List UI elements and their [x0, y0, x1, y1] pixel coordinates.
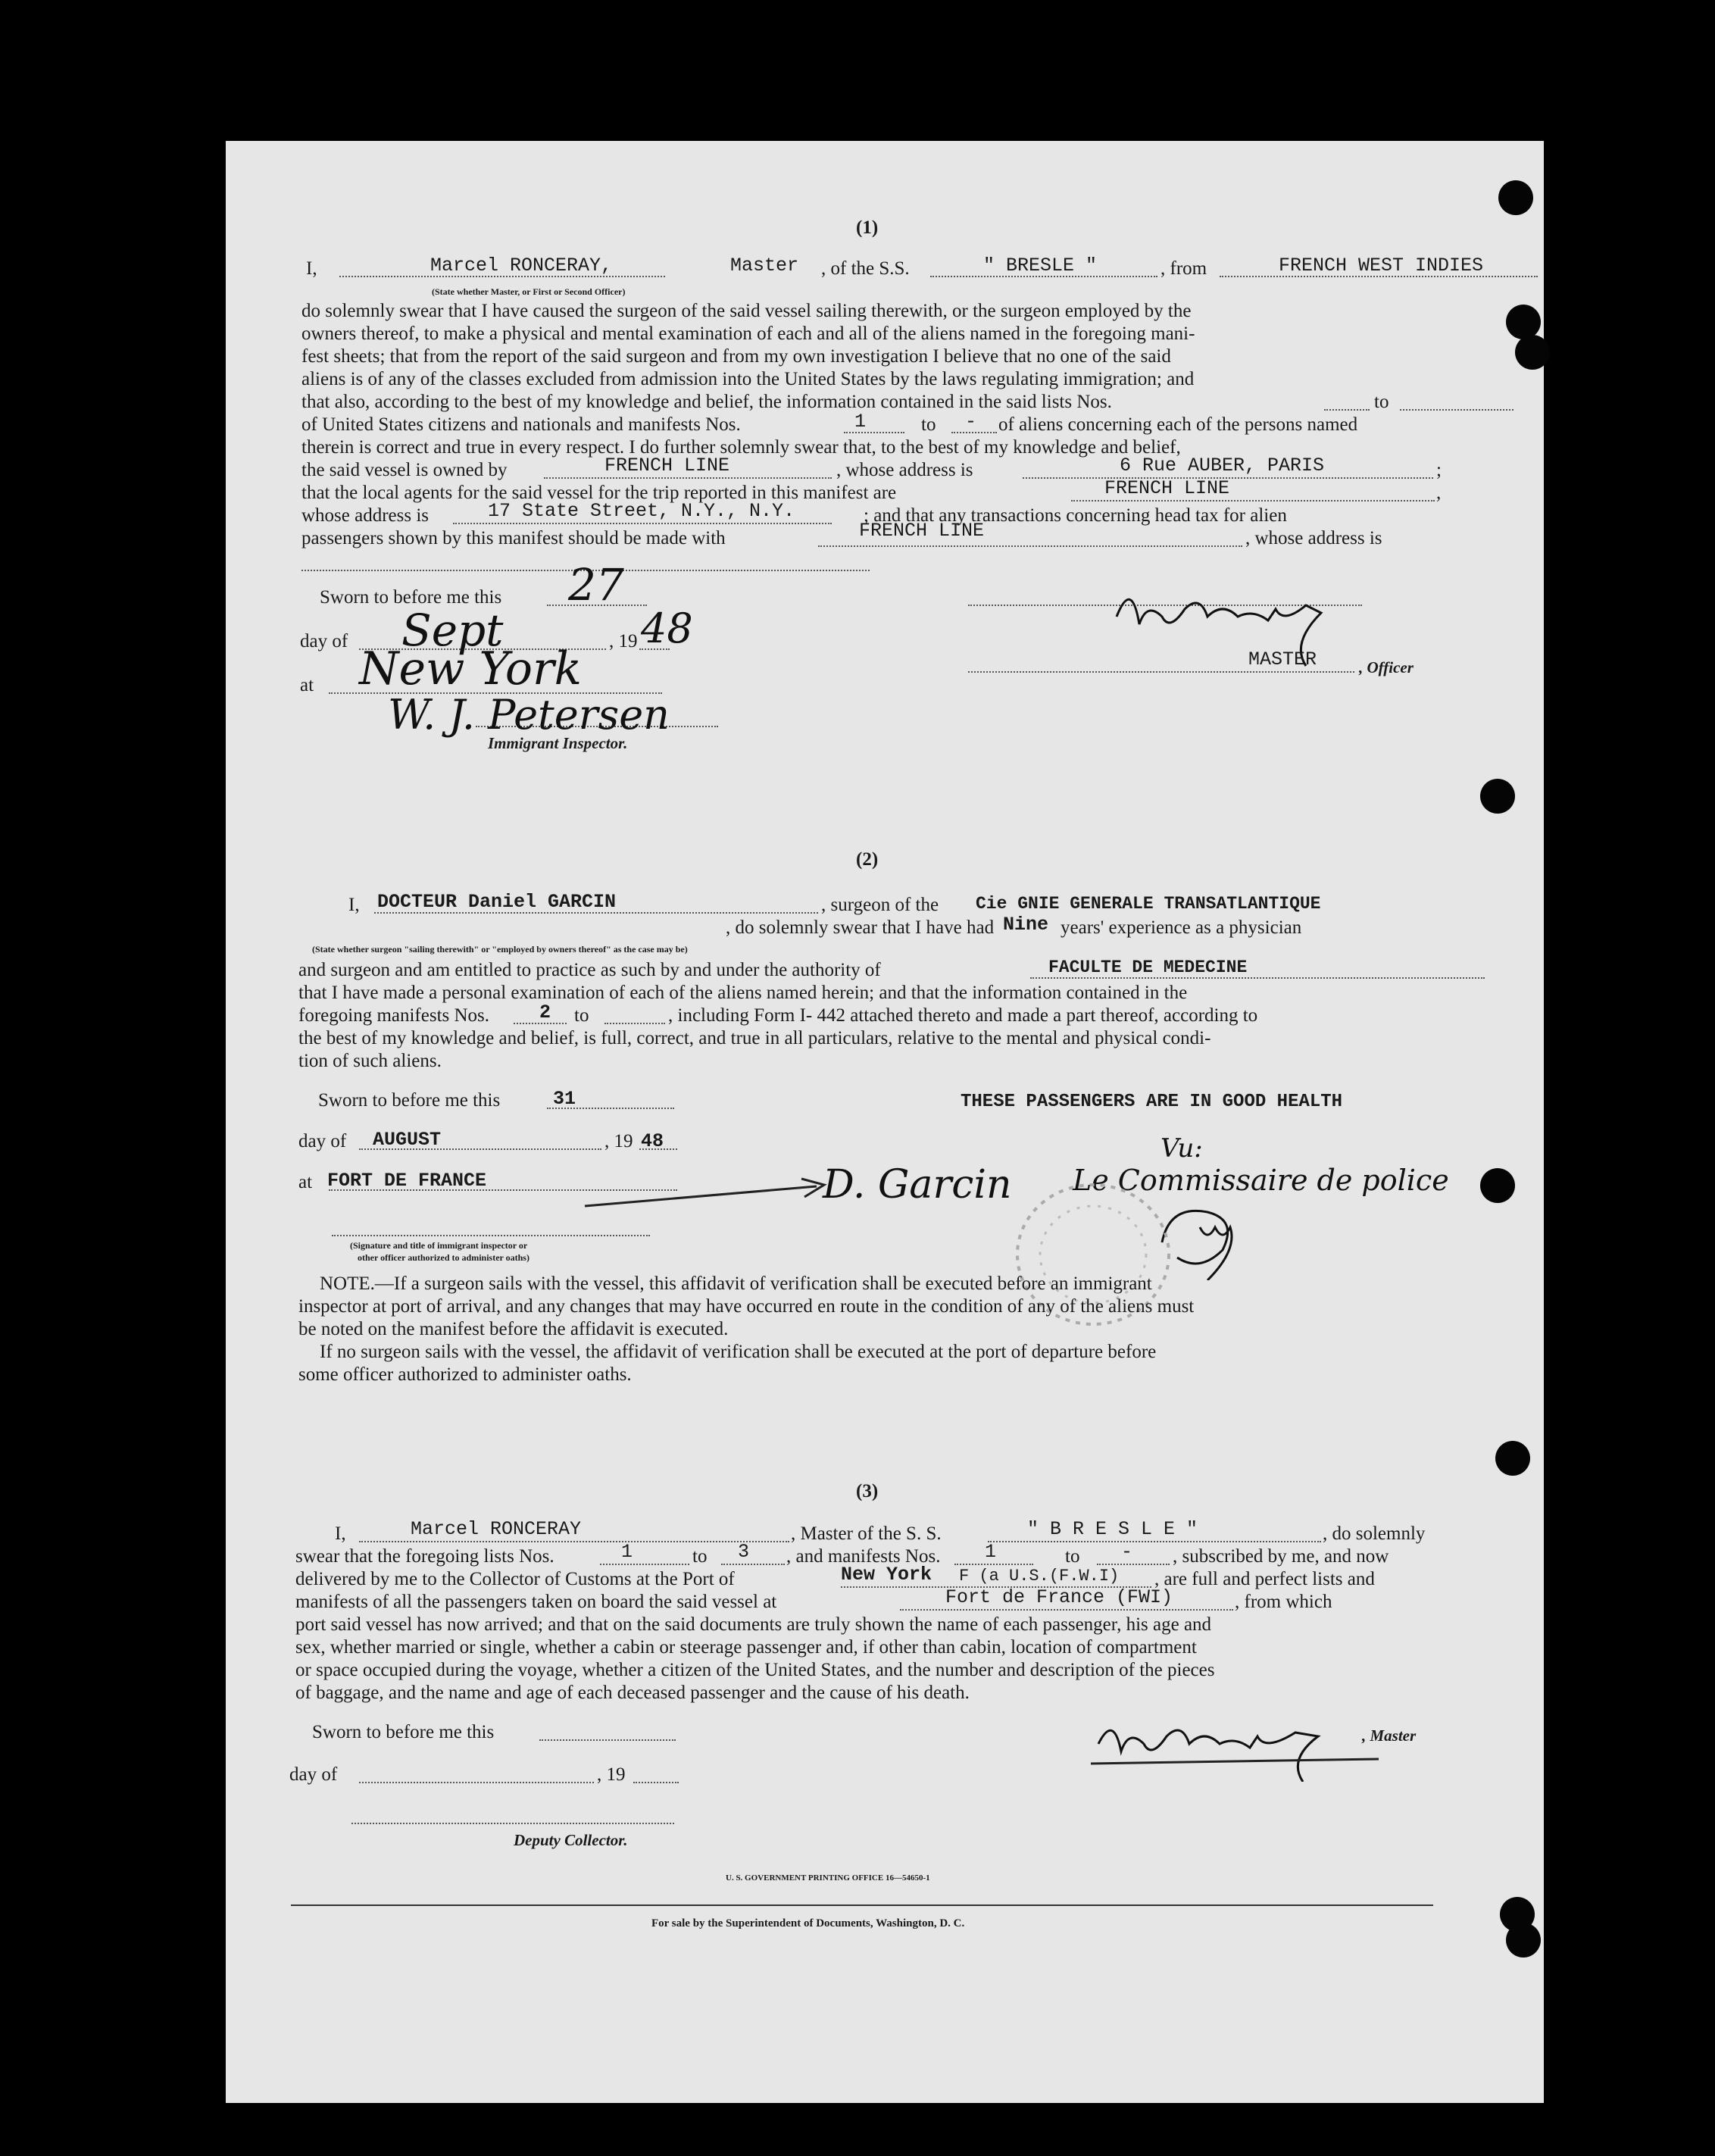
company-name: Cie GNIE GENERALE TRANSATLANTIQUE	[976, 894, 1321, 914]
punch-hole	[1515, 335, 1550, 370]
master-signature-3	[1083, 1698, 1386, 1782]
form-text: , including Form I- 442 attached thereto and made a part thereof, according to	[668, 1005, 1258, 1026]
month-2: AUGUST	[373, 1129, 442, 1151]
whose-address-label: , whose address is	[1245, 528, 1382, 548]
s1-line: that also, according to the best of my knowledge and belief, the information contained in the said lists Nos.	[301, 392, 1112, 412]
manifests-text-3: , and manifests Nos.	[786, 1546, 941, 1567]
swear-text: , do solemnly swear that I have had	[726, 917, 995, 938]
agents-address: 17 State Street, N.Y., N.Y.	[488, 500, 795, 522]
master-name: Marcel RONCERAY,	[430, 255, 613, 277]
master-of-text: , Master of the S. S.	[791, 1523, 942, 1544]
of-aliens-text: of aliens concerning each of the persons named	[998, 414, 1358, 435]
origin: FRENCH WEST INDIES	[1279, 255, 1484, 277]
vu-mark: Vu:	[1161, 1133, 1203, 1164]
head-tax-text: ; and that any transactions concerning head tax for alien	[864, 505, 1287, 526]
printing-office: U. S. GOVERNMENT PRINTING OFFICE 16—54650-1	[726, 1873, 930, 1883]
full-text: , are full and perfect lists and	[1154, 1569, 1375, 1589]
surgeon-of-text: , surgeon of the	[821, 895, 939, 915]
surgeon-name: DOCTEUR Daniel GARCIN	[377, 891, 617, 913]
lists-from: 1	[621, 1541, 633, 1563]
to-label: to	[574, 1005, 589, 1026]
inspector-signature: W. J. Petersen	[388, 691, 670, 739]
agents-text: that the local agents for the said vessel for the trip reported in this manifest are	[301, 483, 897, 503]
manifest-from-1: 1	[854, 411, 867, 433]
pronoun-1: I,	[306, 258, 317, 279]
authority: FACULTE DE MEDECINE	[1048, 958, 1248, 977]
sale-notice: For sale by the Superintendent of Documents, Washington, D. C.	[651, 1917, 965, 1929]
section-1-number: (1)	[856, 217, 879, 238]
s2-line: that I have made a personal examination of each of the aliens named herein; and that the information contained in the	[298, 983, 1188, 1003]
s1-line: therein is correct and true in every respect. I do further solemnly swear that, to the best of my knowledge and belief,	[301, 437, 1181, 458]
to-label: to	[1374, 392, 1389, 412]
subscribed-text: , subscribed by me, and now	[1173, 1546, 1389, 1567]
note-line: be noted on the manifest before the affidavit is executed.	[298, 1319, 729, 1339]
solemnly-text: , do solemnly	[1323, 1523, 1426, 1544]
note-line: inspector at port of arrival, and any changes that may have occurred en route in the condition of any of the aliens must	[298, 1296, 1195, 1317]
manifest-to-1: -	[965, 411, 977, 433]
title-hint: (State whether Master, or First or Second Officer)	[432, 286, 626, 297]
note-line: NOTE.—If a surgeon sails with the vessel, this affidavit of verification shall be executed before an immigrant	[320, 1273, 1152, 1294]
punch-hole	[1495, 1441, 1530, 1476]
at-2: at	[298, 1172, 313, 1192]
of-the-ss-1: , of the S.S.	[821, 258, 910, 279]
s2-line: the best of my knowledge and belief, is full, correct, and true in all particulars, relative to the mental and physical condi-	[298, 1028, 1211, 1048]
at-1: at	[300, 675, 314, 695]
taken-text: manifests of all the passengers taken on board the said vessel at	[295, 1592, 777, 1612]
master-name-3: Marcel RONCERAY	[411, 1518, 582, 1540]
punch-hole	[1480, 1168, 1515, 1203]
sworn-day-1: 27	[568, 559, 624, 611]
sig-caption: other officer authorized to administer oaths)	[358, 1252, 529, 1263]
sig-caption: (Signature and title of immigrant inspector or	[350, 1240, 528, 1251]
note-line: If no surgeon sails with the vessel, the affidavit of verification shall be executed at the port of departure before	[320, 1342, 1157, 1362]
year-2: 48	[641, 1130, 664, 1152]
master-signature	[1101, 571, 1389, 670]
health-stamp: THESE PASSENGERS ARE IN GOOD HEALTH	[961, 1092, 1343, 1112]
day-of-3: day of	[289, 1764, 338, 1785]
s3-line: sex, whether married or single, whether a cabin or steerage passenger and, if other than cabin, location of compartment	[295, 1637, 1197, 1658]
port-origin: F (a U.S.(F.W.I)	[959, 1567, 1120, 1586]
lists-to: 3	[738, 1541, 750, 1563]
punch-hole	[1506, 1923, 1541, 1958]
section-3-number: (3)	[856, 1481, 879, 1501]
s1-line: of United States citizens and nationals and manifests Nos.	[301, 414, 741, 435]
owner: FRENCH LINE	[604, 455, 730, 477]
section-2-number: (2)	[856, 849, 879, 870]
to-label: to	[692, 1546, 708, 1567]
commissaire-signature: Le Commissaire de police	[1073, 1164, 1449, 1197]
taken-at: Fort de France (FWI)	[945, 1586, 1173, 1608]
officer-label: , Officer	[1359, 658, 1414, 676]
deputy-collector-label: Deputy Collector.	[514, 1831, 628, 1849]
s1-line: owners thereof, to make a physical and mental examination of each and all of the aliens named in the foregoing mani-	[301, 323, 1195, 344]
s3-line: of baggage, and the name and age of each deceased passenger and the cause of his death.	[295, 1683, 970, 1703]
sworn-text-2: Sworn to before me this	[318, 1090, 501, 1111]
sworn-text-3: Sworn to before me this	[312, 1722, 495, 1742]
passengers-text: passengers shown by this manifest should be made with	[301, 528, 726, 548]
month-1: Sept	[401, 605, 504, 656]
surgeon-signature: D. Garcin	[823, 1162, 1012, 1208]
from-label: , from	[1161, 258, 1207, 279]
master-label: MASTER	[1248, 648, 1317, 670]
owner-address: 6 Rue AUBER, PARIS	[1120, 455, 1325, 477]
manifest-to-3: -	[1121, 1541, 1133, 1563]
officer-title: Master	[730, 255, 799, 277]
s1-line: fest sheets; that from the report of the said surgeon and from my own investigation I believe that no one of the said	[301, 346, 1171, 367]
year-prefix-2: , 19	[604, 1131, 633, 1151]
years-experience: Nine	[1003, 914, 1049, 936]
inspector-caption: Immigrant Inspector.	[488, 734, 628, 752]
manifest-from-3: 1	[985, 1541, 997, 1563]
year-prefix-1: , 19	[609, 631, 638, 651]
sworn-day-2: 31	[553, 1088, 576, 1110]
year-prefix-3: , 19	[597, 1764, 626, 1785]
master-label-3: , Master	[1362, 1726, 1417, 1745]
lists-text: swear that the foregoing lists Nos.	[295, 1546, 554, 1567]
note-line: some officer authorized to administer oaths.	[298, 1364, 632, 1385]
arrow-icon	[582, 1171, 839, 1217]
local-agents: FRENCH LINE	[1104, 477, 1230, 499]
experience-text: years' experience as a physician	[1061, 917, 1302, 938]
manifests-text-2: foregoing manifests Nos.	[298, 1005, 490, 1026]
s3-line: or space occupied during the voyage, whether a citizen of the United States, and the number and description of the pieces	[295, 1660, 1215, 1680]
manifest-from-2: 2	[539, 1001, 551, 1023]
to-label: to	[921, 414, 936, 435]
day-of-2: day of	[298, 1131, 347, 1151]
s2-line: tion of such aliens.	[298, 1051, 442, 1071]
owned-by-text: the said vessel is owned by	[301, 460, 508, 480]
year-1: 48	[641, 605, 693, 652]
delivered-text: delivered by me to the Collector of Customs at the Port of	[295, 1569, 735, 1589]
place-2: FORT DE FRANCE	[327, 1170, 487, 1192]
vessel-name-3: " B R E S L E "	[1027, 1518, 1198, 1540]
port-of-entry: New York	[841, 1564, 932, 1586]
footer-rule	[291, 1904, 1433, 1906]
s1-line: do solemnly swear that I have caused the surgeon of the said vessel sailing therewith, or the surgeon employed by the	[301, 301, 1192, 321]
punch-hole	[1498, 180, 1533, 215]
vessel-name: " BRESLE "	[983, 255, 1098, 277]
s3-line: port said vessel has now arrived; and that on the said documents are truly shown the name of each passenger, his age and	[295, 1614, 1212, 1635]
pronoun-3: I,	[335, 1523, 346, 1544]
whose-address-label: whose address is	[301, 505, 430, 526]
whose-address-label: , whose address is	[836, 460, 973, 480]
authority-text: and surgeon and am entitled to practice as such by and under the authority of	[298, 960, 881, 980]
place-1: New York	[359, 642, 582, 695]
day-of-1: day of	[300, 631, 348, 651]
manifest-page: (1) I, Marcel RONCERAY, Master , of the S.S. " BRESLE " , from FRENCH WEST INDIES (State whether Master, or First or Second Officer) do solemnly swear that I have caused the surgeon of the said vessel sailing therewith, or the surgeon employed by the owners thereof, to make a physical and mental examination of each and all of the aliens named in the foregoing mani- fest sheets; that from the report of the said surgeon and from my own investigation I believe that no one of the said aliens is of any of the classes excluded from admission into the United States by the laws regulating immigration; and that also, according to the best of my knowledge and belief, the information contained in the said lists Nos. to of United States citizens and nationals and manifests Nos. 1 to - of aliens concerning each of the persons named therein is correct and true in every respect. I do further solemnly swear that, to the best of my knowledge and belief, the said vessel is owned by FRENCH LINE , whose address is 6 Rue AUBER, PARIS ; that the local agents for the said vessel for the trip reported in this manifest are FRENCH LINE , whose address is 17 State Street, N.Y., N.Y. ; and that any transactions concerning head tax for alien passengers shown by this manifest should be made with FRENCH LINE , whose address is Sworn to before me this 27 day of Sept , 19 48 at New York W. J. Petersen Immigrant Inspector. MASTER , Officer (2) I, DOCTEUR Daniel GARCIN , surgeon of the Cie GNIE GENERALE TRANSATLANTIQUE , do solemnly swear that I have had Nine years' experience as a physician (State whether surgeon "sailing therewith" or "employed by owners thereof" as the case may be) and surgeon and am entitled to practice as such by and under the authority of FACULTE DE MEDECINE that I have made a personal examination of each of the aliens named herein; and that the information contained in the foregoing manifests Nos. 2 to , including Form I- 442 attached thereto and made a part thereof, according to the best of my knowledge and belief, is full, correct, and true in all particulars, relative to the mental and physical condi- tion of such aliens. Sworn to before me this 31 THESE PASSENGERS ARE IN GOOD HEALTH day of AUGUST , 19 48 at FORT DE FRANCE D. Garcin Vu: Le Commissaire de police (Signature and title of immigrant inspector or other officer authorized to administer oaths) NOTE.—If a surgeon sails with the vessel, this affidavit of verification shall be executed before an immigrant inspector at port of arrival, and any changes that may have occurred en route in the condition of any of the aliens must be noted on the manifest before the affidavit is executed. If no surgeon sails with the vessel, the affidavit of verification shall be executed at the port of departure before some officer authorized to administer oaths. (3) I, Marcel RONCERAY , Master of the S. S. " B R E S L E " , do solemnly swear that the foregoing lists Nos. 1 to 3 , and manifests Nos. 1 to - , subscribed by me, and now delivered by me to the Collector of Customs at the Port of New York F (a U.S.(F.W.I) , are full and perfect lists and manifests of all the passengers taken on board the said vessel at Fort de France (FWI) , from which port said vessel has now arrived; and that on the said documents are truly shown the name of each passenger, his age and sex, whether married or single, whether a cabin or steerage passenger and, if other than cabin, location of compartment or space occupied during the voyage, whether a citizen of the United States, and the number and description of the pieces of baggage, and the name and age of each deceased passenger and the cause of his death. Sworn to before me this day of , 19 Deputy Collector. , Master U. S. GOVERNMENT PRINTING OFFICE 16—54650-1 For sale by the Superintendent of Documents, Washington, D. C.	[226, 141, 1544, 2103]
punch-hole	[1480, 779, 1515, 814]
s1-line: aliens is of any of the classes excluded from admission into the United States by the laws regulating immigration; and	[301, 369, 1195, 389]
head-tax-agent: FRENCH LINE	[859, 520, 985, 542]
sworn-text-1: Sworn to before me this	[320, 587, 502, 608]
pronoun-2: I,	[348, 895, 360, 915]
to-label: to	[1065, 1546, 1080, 1567]
from-which-text: , from which	[1235, 1592, 1332, 1612]
surgeon-hint: (State whether surgeon "sailing therewith" or "employed by owners thereof" as the case may be)	[312, 944, 688, 955]
punch-hole	[1506, 305, 1541, 339]
